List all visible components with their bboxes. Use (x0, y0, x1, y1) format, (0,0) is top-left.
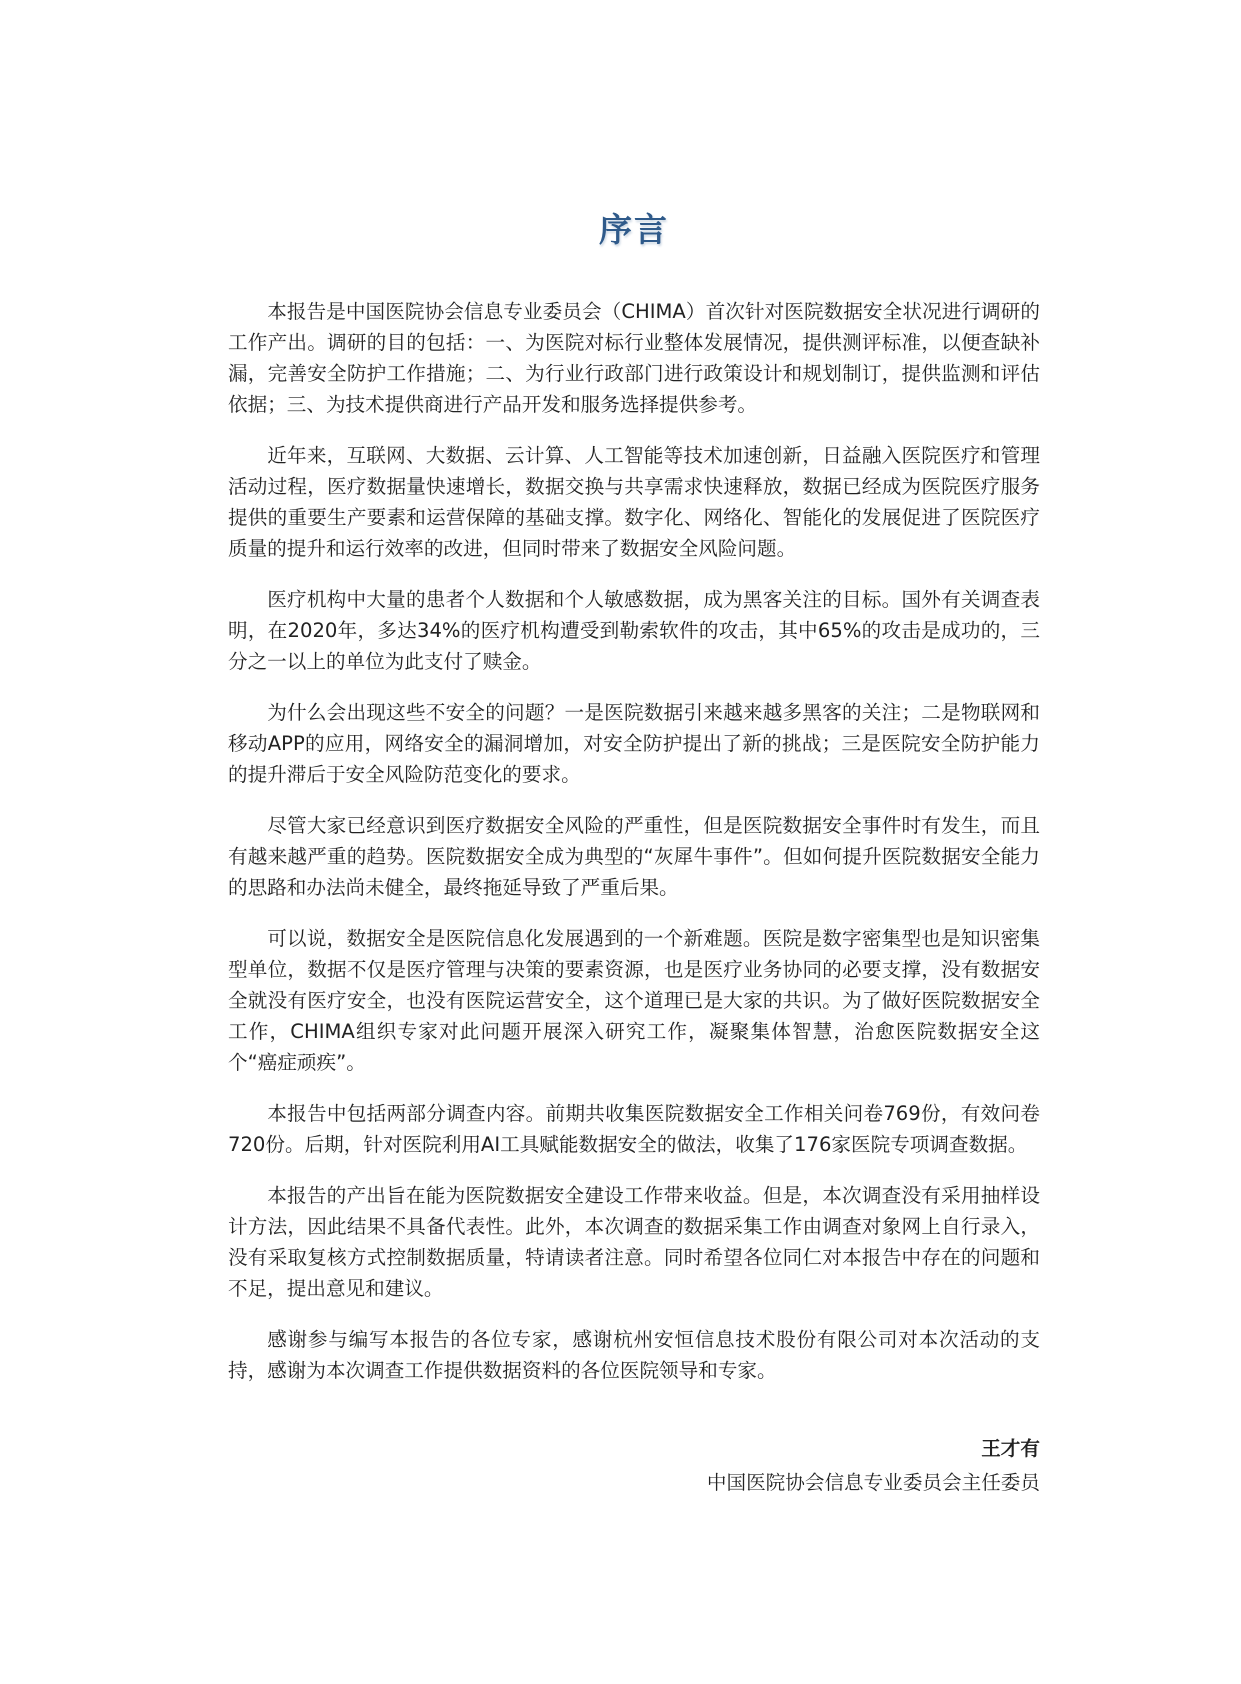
page-title: 序言 (599, 210, 669, 249)
paragraph-1: 本报告是中国医院协会信息专业委员会（CHIMA）首次针对医院数据安全状况进行调研的工作产出。调研的目的包括：一、为医院对标行业整体发展情况，提供测评标准，以便查缺补漏，完善安全防护工作措施；二、为行业行政部门进行政策设计和规划制订，提供监测和评估依据；三、为技术提供商进行产品开发和服务选择提供参考。 (228, 300, 1040, 416)
paragraph-5: 尽管大家已经意识到医疗数据安全风险的严重性，但是医院数据安全事件时有发生，而且有越来越严重的趋势。医院数据安全成为典型的“灰犀牛事件”。但如何提升医院数据安全能力的思路和办法尚未健全，最终拖延导致了严重后果。 (228, 814, 1040, 899)
signature-block (228, 1432, 1040, 1500)
signature-role: 中国医院协会信息专业委员会主任委员 (706, 1471, 1040, 1494)
paragraph-6: 可以说，数据安全是医院信息化发展遇到的一个新难题。医院是数字密集型也是知识密集型单位，数据不仅是医疗管理与决策的要素资源，也是医疗业务协同的必要支撑，没有数据安全就没有医疗安全，也没有医院运营安全，这个道理已是大家的共识。为了做好医院数据安全工作，CHIMA组织专家对此问题开展深入研究工作，凝聚集体智慧，治愈医院数据安全这个“癌症顽疾”。 (228, 927, 1040, 1074)
paragraph-7: 本报告中包括两部分调查内容。前期共收集医院数据安全工作相关问卷769份，有效问卷720份。后期，针对医院利用AI工具赋能数据安全的做法，收集了176家医院专项调查数据。 (228, 1102, 1040, 1156)
paragraph-4: 为什么会出现这些不安全的问题？一是医院数据引来越来越多黑客的关注；二是物联网和移动APP的应用，网络安全的漏洞增加，对安全防护提出了新的挑战；三是医院安全防护能力的提升滞后于安全风险防范变化的要求。 (228, 701, 1040, 786)
paragraph-8: 本报告的产出旨在能为医院数据安全建设工作带来收益。但是，本次调查没有采用抽样设计方法，因此结果不具备代表性。此外，本次调查的数据采集工作由调查对象网上自行录入，没有采取复核方式控制数据质量，特请读者注意。同时希望各位同仁对本报告中存在的问题和不足，提出意见和建议。 (228, 1184, 1040, 1300)
signature-name: 王才有 (981, 1437, 1040, 1460)
document-page (228, 0, 1040, 1684)
paragraph-3: 医疗机构中大量的患者个人数据和个人敏感数据，成为黑客关注的目标。国外有关调查表明，在2020年，多达34%的医疗机构遭受到勒索软件的攻击，其中65%的攻击是成功的，三分之一以上的单位为此支付了赎金。 (228, 588, 1040, 673)
paragraph-2: 近年来，互联网、大数据、云计算、人工智能等技术加速创新，日益融入医院医疗和管理活动过程，医疗数据量快速增长，数据交换与共享需求快速释放，数据已经成为医院医疗服务提供的重要生产要素和运营保障的基础支撑。数字化、网络化、智能化的发展促进了医院医疗质量的提升和运行效率的改进，但同时带来了数据安全风险问题。 (228, 444, 1040, 560)
preface-body (228, 296, 1040, 1406)
paragraph-9: 感谢参与编写本报告的各位专家，感谢杭州安恒信息技术股份有限公司对本次活动的支持，感谢为本次调查工作提供数据资料的各位医院领导和专家。 (228, 1328, 1040, 1382)
